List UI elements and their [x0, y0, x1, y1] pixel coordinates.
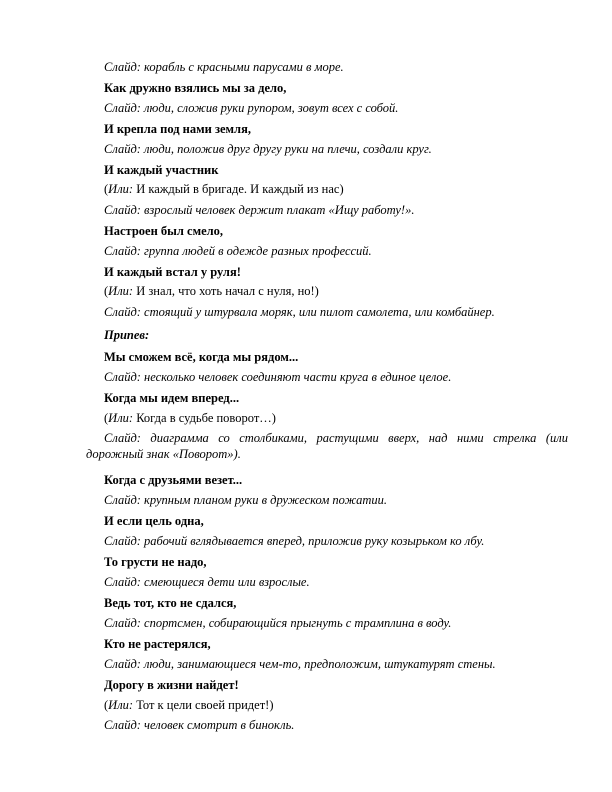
slide-note: Слайд: люди, сложив руки рупором, зовут всех с собой.: [104, 101, 399, 115]
alt-text: Тот к цели своей придет!): [133, 698, 274, 712]
lyric-line: И крепла под нами земля,: [104, 122, 251, 136]
lyric-line: Мы сможем всё, когда мы рядом...: [104, 350, 299, 364]
slide-note: Слайд: несколько человек соединяют части круга в единое целое.: [104, 370, 452, 384]
alt-label: Или:: [108, 182, 134, 196]
slide-note: Слайд: стоящий у штурвала моряк, или пилот самолета, или комбайнер.: [104, 305, 495, 319]
alt-label: Или:: [108, 698, 134, 712]
lyric-line: Когда с друзьями везет...: [104, 473, 243, 487]
alt-text: И каждый в бригаде. И каждый из нас): [133, 182, 344, 196]
lyric-line: Как дружно взялись мы за дело,: [104, 81, 287, 95]
alt-open: (: [104, 182, 109, 196]
alt-open: (: [104, 411, 109, 425]
lyric-line: Ведь тот, кто не сдался,: [104, 596, 237, 610]
lyric-line: Дорогу в жизни найдет!: [104, 678, 239, 692]
alt-label: Или:: [108, 284, 134, 298]
slide-note: Слайд: люди, занимающиеся чем-то, предположим, штукатурят стены.: [104, 657, 496, 671]
slide-note: Слайд: группа людей в одежде разных профессий.: [104, 244, 372, 258]
lyric-line: И каждый встал у руля!: [104, 265, 241, 279]
alt-open: (: [104, 698, 109, 712]
lyric-line: То грусти не надо,: [104, 555, 207, 569]
alternative-line: [104, 283, 319, 299]
slide-note: Слайд: спортсмен, собирающийся прыгнуть с трамплина в воду.: [104, 616, 452, 630]
slide-note: Слайд: смеющиеся дети или взрослые.: [104, 575, 310, 589]
lyric-line: Настроен был смело,: [104, 224, 224, 238]
alt-text: И знал, что хоть начал с нуля, но!): [133, 284, 319, 298]
slide-note: Слайд: рабочий вглядывается вперед, приложив руку козырьком ко лбу.: [104, 534, 485, 548]
lyric-line: Когда мы идем вперед...: [104, 391, 240, 405]
alt-label: Или:: [108, 411, 134, 425]
alt-text: Когда в судьбе поворот…): [133, 411, 276, 425]
alt-open: (: [104, 284, 109, 298]
lyric-line: И если цель одна,: [104, 514, 204, 528]
slide-note: Слайд: крупным планом руки в дружеском пожатии.: [104, 493, 387, 507]
lyric-line: Кто не растерялся,: [104, 637, 211, 651]
alternative-line: [104, 697, 274, 713]
slide-note: Слайд: человек смотрит в бинокль.: [104, 718, 295, 732]
slide-note: Слайд: взрослый человек держит плакат «Ищу работу!».: [104, 203, 415, 217]
lyric-line: И каждый участник: [104, 163, 219, 177]
alternative-line: [104, 410, 276, 426]
slide-note-justified: Слайд: диаграмма со столбиками, растущими вверх, над ними стрелка (или дорожный знак «Поворот»).: [86, 431, 568, 461]
alternative-line: [104, 181, 344, 197]
slide-note: Слайд: корабль с красными парусами в море.: [104, 60, 344, 74]
chorus-heading: Припев:: [104, 328, 150, 342]
slide-note: Слайд: люди, положив друг другу руки на плечи, создали круг.: [104, 142, 432, 156]
